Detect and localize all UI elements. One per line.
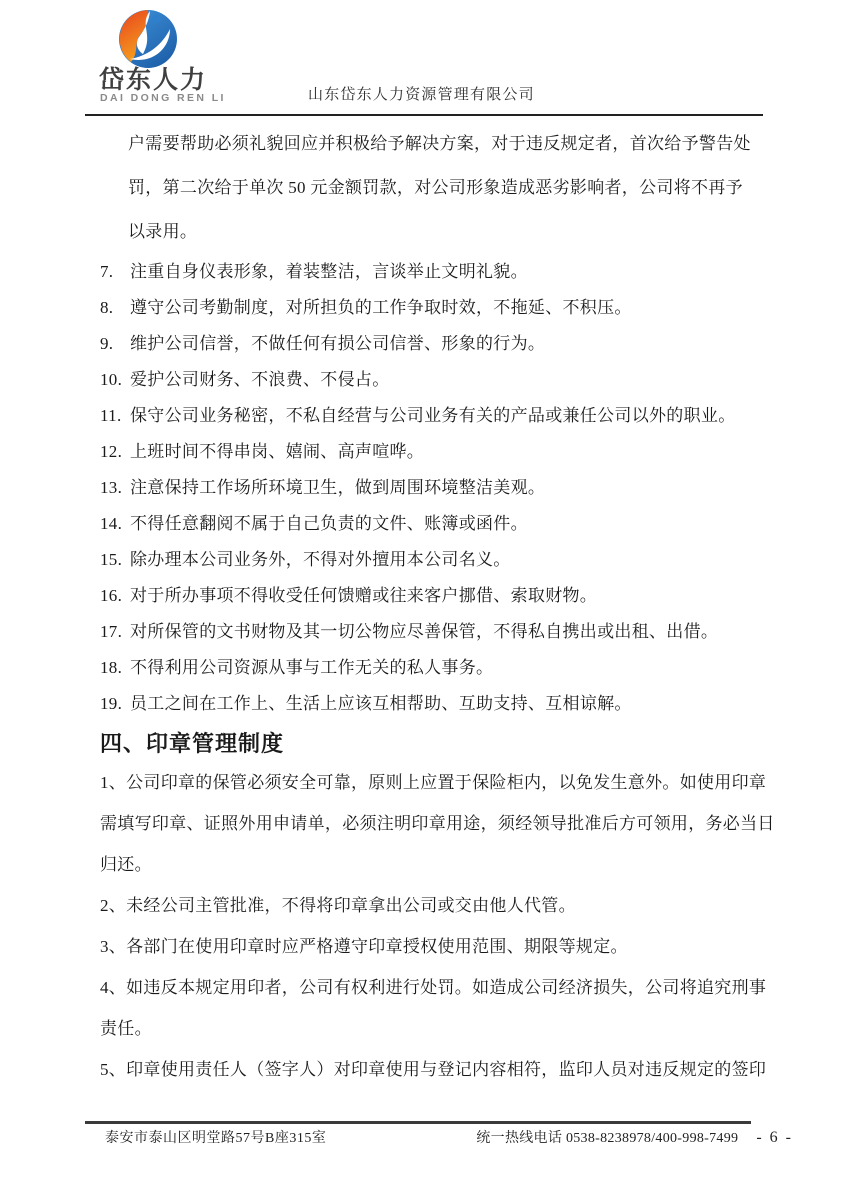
list-item — [100, 650, 764, 686]
logo-wordmark-cn: 岱东人力 — [99, 66, 208, 94]
list-text: 注意保持工作场所环境卫生，做到周围环境整洁美观。 — [130, 478, 546, 497]
list-item — [100, 398, 764, 434]
list-number: 14. — [100, 514, 123, 533]
list-item — [100, 686, 764, 722]
list-number: 16. — [100, 586, 123, 605]
list-item — [100, 578, 764, 614]
section-heading: 四、印章管理制度 — [100, 731, 285, 756]
list-text: 对于所办事项不得收受任何馈赠或往来客户挪借、索取财物。 — [130, 586, 598, 605]
list-item — [100, 362, 764, 398]
document-body — [100, 122, 775, 1090]
list-text: 维护公司信誉，不做任何有损公司信誉、形象的行为。 — [130, 334, 546, 353]
list-item — [100, 290, 764, 326]
company-name: 山东岱东人力资源管理有限公司 — [308, 87, 535, 103]
paragraph-line: 4、如违反本规定用印者，公司有权利进行处罚。如造成公司经济损失，公司将追究刑事 — [100, 978, 767, 997]
page-number: - 6 - — [756, 1129, 793, 1146]
list-text: 爱护公司财务、不浪费、不侵占。 — [130, 370, 390, 389]
list-number: 13. — [100, 478, 123, 497]
paragraph-line: 以录用。 — [128, 222, 198, 241]
paragraph-line: 5、印章使用责任人（签字人）对印章使用与登记内容相符，监印人员对违反规定的签印 — [100, 1060, 767, 1079]
paragraph — [100, 885, 764, 926]
list-item — [100, 470, 764, 506]
paragraph-line: 1、公司印章的保管必须安全可靠，原则上应置于保险柜内，以免发生意外。如使用印章 — [100, 773, 767, 792]
list-text: 上班时间不得串岗、嬉闹、高声喧哗。 — [130, 442, 425, 461]
list-number: 15. — [100, 550, 123, 569]
list-text: 对所保管的文书财物及其一切公物应尽善保管，不得私自携出或出租、出借。 — [130, 622, 719, 641]
paragraph — [100, 967, 767, 1049]
list-item — [100, 326, 764, 362]
list-item — [100, 506, 764, 542]
list-item — [100, 614, 764, 650]
footer-divider — [85, 1121, 751, 1124]
list-text: 不得利用公司资源从事与工作无关的私人事务。 — [130, 658, 494, 677]
list-number: 11. — [100, 406, 122, 425]
paragraph-line: 需填写印章、证照外用申请单，必须注明印章用途，须经领导批准后方可领用，务必当日 — [100, 814, 775, 833]
paragraph — [100, 762, 775, 885]
paragraph-line: 罚，第二次给于单次 50 元金额罚款，对公司形象造成恶劣影响者，公司将不再予 — [128, 178, 743, 197]
list-text: 员工之间在工作上、生活上应该互相帮助、互助支持、互相谅解。 — [130, 694, 632, 713]
logo-wordmark-en: DAI DONG REN LI — [100, 92, 226, 104]
list-number: 12. — [100, 442, 123, 461]
list-item — [100, 434, 764, 470]
paragraph-line: 责任。 — [100, 1019, 152, 1038]
footer-hotline: 统一热线电话 0538-8238978/400-998-7499 — [476, 1131, 739, 1146]
header-divider — [85, 114, 763, 116]
paragraph-line: 归还。 — [100, 855, 152, 874]
list-text: 除办理本公司业务外，不得对外擅用本公司名义。 — [130, 550, 511, 569]
paragraph — [100, 926, 764, 967]
paragraph-line: 2、未经公司主管批准，不得将印章拿出公司或交由他人代管。 — [100, 896, 576, 915]
list-text: 注重自身仪表形象，着装整洁，言谈举止文明礼貌。 — [130, 262, 528, 281]
list-number: 8. — [100, 298, 114, 317]
list-text: 遵守公司考勤制度，对所担负的工作争取时效，不拖延、不积压。 — [130, 298, 632, 317]
list-number: 17. — [100, 622, 123, 641]
list-number: 9. — [100, 334, 114, 353]
list-text: 不得任意翻阅不属于自己负责的文件、账簿或函件。 — [130, 514, 528, 533]
list-item — [100, 542, 764, 578]
list-number: 7. — [100, 262, 114, 281]
paragraph — [100, 1049, 767, 1090]
list-item — [100, 254, 764, 290]
paragraph-line: 户需要帮助必须礼貌回应并积极给予解决方案，对于违反规定者，首次给予警告处 — [128, 134, 751, 153]
list-text: 保守公司业务秘密，不私自经营与公司业务有关的产品或兼任公司以外的职业。 — [130, 406, 736, 425]
list-number: 10. — [100, 370, 123, 389]
footer — [85, 1127, 793, 1147]
paragraph-line: 3、各部门在使用印章时应严格遵守印章授权使用范围、期限等规定。 — [100, 937, 628, 956]
footer-address: 泰安市泰山区明堂路57号B座315室 — [105, 1131, 327, 1146]
list-number: 19. — [100, 694, 123, 713]
list-number: 18. — [100, 658, 123, 677]
